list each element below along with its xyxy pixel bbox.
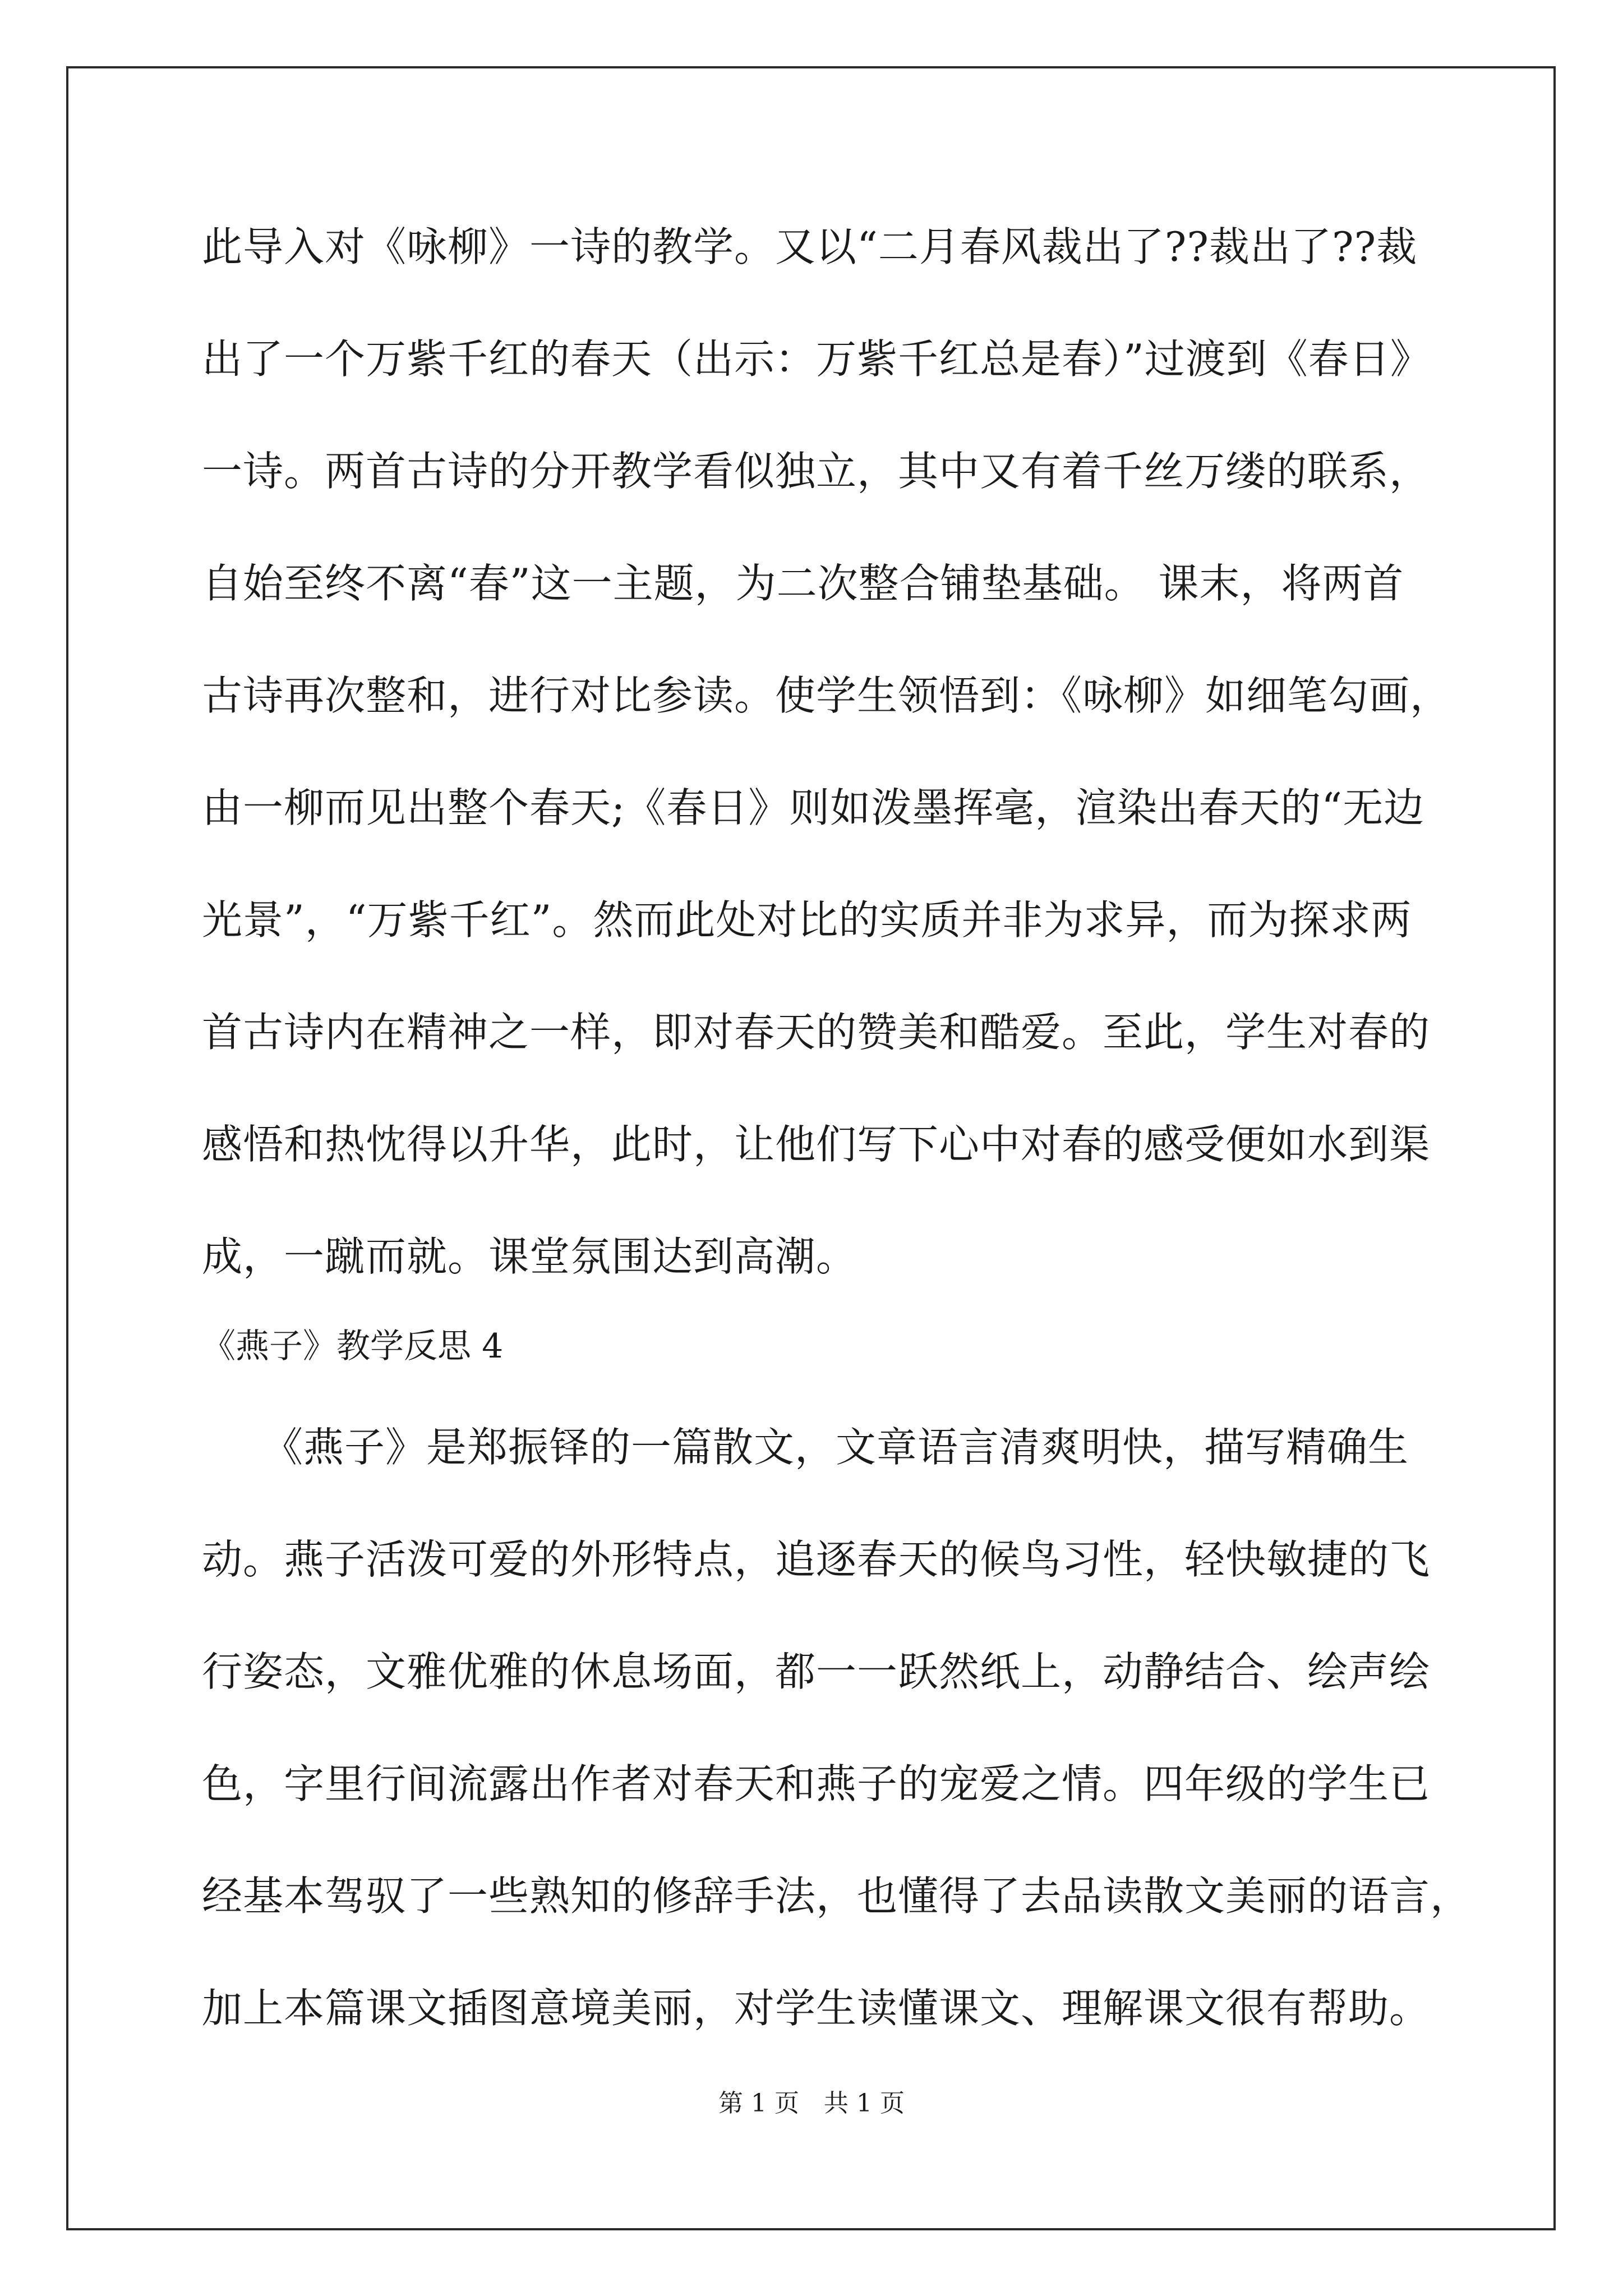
page-footer: 第 1 页 共 1 页 (718, 2089, 905, 2118)
text-line: 色，字里行间流露出作者对春天和燕子的宠爱之情。四年级的学生已 (202, 1760, 1431, 1807)
text-line: 出了一个万紫千红的春天（出示：万紫千红总是春）”过渡到《春日》 (202, 335, 1431, 383)
text-line: 动。燕子活泼可爱的外形特点，追逐春天的候鸟习性，轻快敏捷的飞 (202, 1536, 1431, 1583)
text-line: 自始至终不离“春”这一主题，为二次整合铺垫基础。 课末，将两首 (202, 560, 1404, 607)
section-heading: 《燕子》教学反思 4 (202, 1327, 504, 1366)
text-line: 经基本驾驭了一些熟知的修辞手法，也懂得了去品读散文美丽的语言， (202, 1872, 1472, 1920)
text-line: 《燕子》是郑振铎的一篇散文，文章语言清爽明快，描写精确生 (262, 1424, 1409, 1471)
text-line: 一诗。两首古诗的分开教学看似独立，其中又有着千丝万缕的联系， (202, 448, 1431, 495)
text-line: 成，一蹴而就。课堂氛围达到高潮。 (202, 1233, 857, 1280)
text-line: 加上本篇课文插图意境美丽，对学生读懂课文、理解课文很有帮助。 (202, 1985, 1431, 2032)
text-line: 行姿态，文雅优雅的休息场面，都一一跃然纸上，动静结合、绘声绘 (202, 1648, 1431, 1695)
text-line: 首古诗内在精神之一样，即对春天的赞美和酷爱。至此，学生对春的 (202, 1009, 1431, 1056)
text-line: 此导入对《咏柳》一诗的教学。又以“二月春风裁出了??裁出了??裁 (202, 223, 1418, 270)
text-line: 由一柳而见出整个春天;《春日》则如泼墨挥毫，渲染出春天的“无边 (202, 784, 1425, 831)
text-line: 古诗再次整和，进行对比参读。使学生领悟到：《咏柳》如细笔勾画， (202, 672, 1451, 719)
text-line: 光景”，“万紫千红”。然而此处对比的实质并非为求异，而为探求两 (202, 896, 1412, 944)
text-line: 感悟和热忱得以升华，此时，让他们写下心中对春的感受便如水到渠 (202, 1121, 1431, 1168)
